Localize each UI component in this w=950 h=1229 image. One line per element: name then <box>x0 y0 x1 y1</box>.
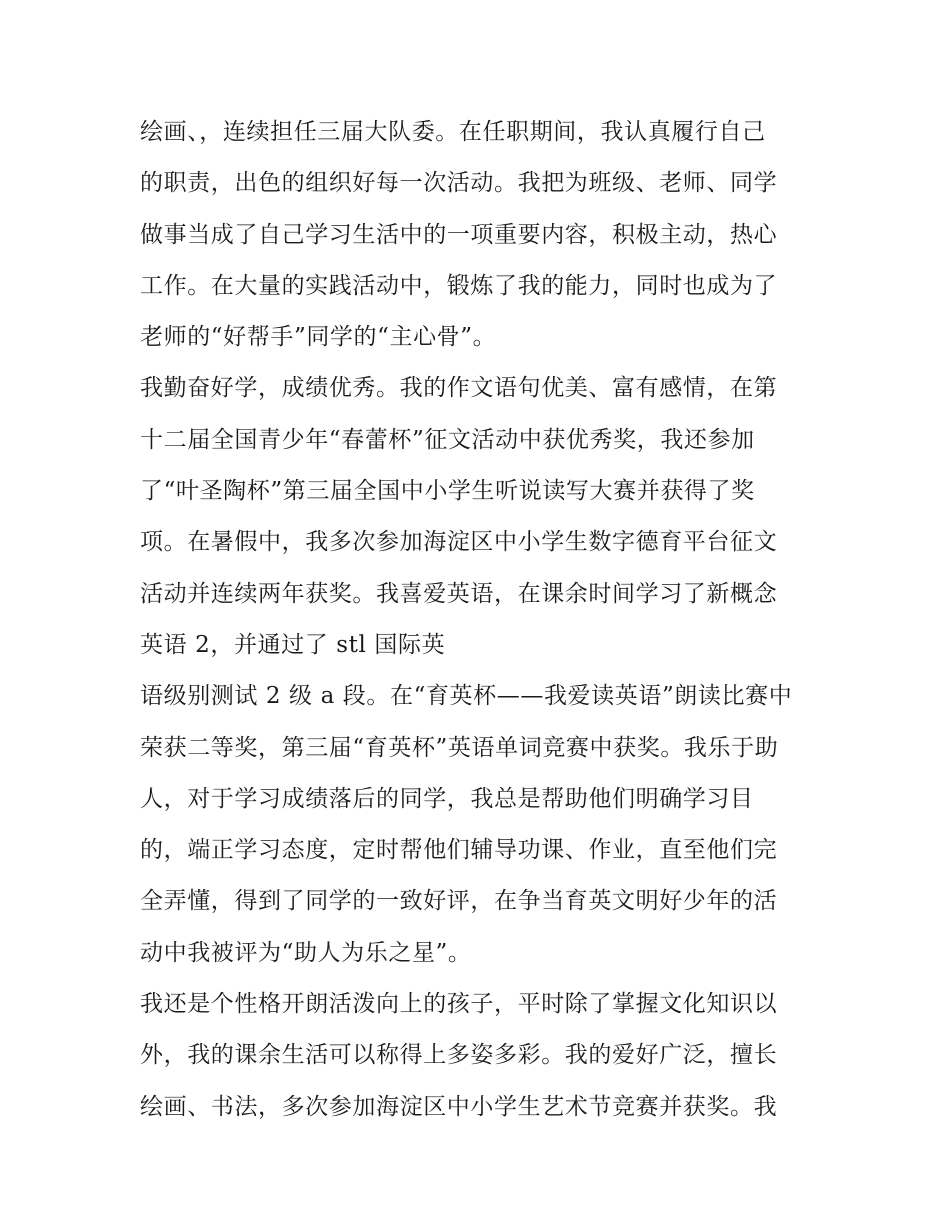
text-line: 语级别测试 2 级 a 段。在“育英杯——我爱读英语”朗读比赛中 <box>140 683 793 710</box>
text-line: 绘画、，连续担任三届大队委。在任职期间，我认真履行自己 <box>140 119 766 145</box>
text-line: 动中我被评为“助人为乐之星”。 <box>140 939 472 966</box>
text-line: 工作。在大量的实践活动中，锻炼了我的能力，同时也成为了 <box>140 272 778 299</box>
text-line: 项。在暑假中，我多次参加海淀区中小学生数字德育平台征文 <box>140 529 778 556</box>
text-line: 英语 2，并通过了 stl 国际英 <box>140 631 446 658</box>
text-line: 人，对于学习成绩落后的同学，我总是帮助他们明确学习目 <box>140 785 754 812</box>
text-line: 的，端正学习态度，定时帮他们辅导功课、作业，直至他们完 <box>140 837 778 864</box>
text-line: 绘画、书法，多次参加海淀区中小学生艺术节竞赛并获奖。我 <box>140 1093 778 1120</box>
text-line: 荣获二等奖，第三届“育英杯”英语单词竞赛中获奖。我乐于助 <box>140 734 779 761</box>
text-line: 我还是个性格开朗活泼向上的孩子，平时除了掌握文化知识以 <box>140 991 778 1018</box>
text-line: 外，我的课余生活可以称得上多姿多彩。我的爱好广泛，擅长 <box>140 1042 778 1069</box>
text-line: 了“叶圣陶杯”第三届全国中小学生听说读写大赛并获得了奖 <box>140 478 755 505</box>
text-line: 老师的“好帮手”同学的“主心骨”。 <box>140 324 497 351</box>
text-line: 全弄懂，得到了同学的一致好评，在争当育英文明好少年的活 <box>140 888 778 915</box>
text-line: 十二届全国青少年“春蕾杯”征文活动中获优秀奖，我还参加 <box>140 426 755 453</box>
text-line: 我勤奋好学，成绩优秀。我的作文语句优美、富有感情，在第 <box>140 375 778 402</box>
text-line: 的职责，出色的组织好每一次活动。我把为班级、老师、同学 <box>140 170 778 197</box>
text-line: 活动并连续两年获奖。我喜爱英语，在课余时间学习了新概念 <box>140 580 778 607</box>
text-line: 做事当成了自己学习生活中的一项重要内容，积极主动，热心 <box>140 221 778 248</box>
body-text <box>140 107 820 1133</box>
